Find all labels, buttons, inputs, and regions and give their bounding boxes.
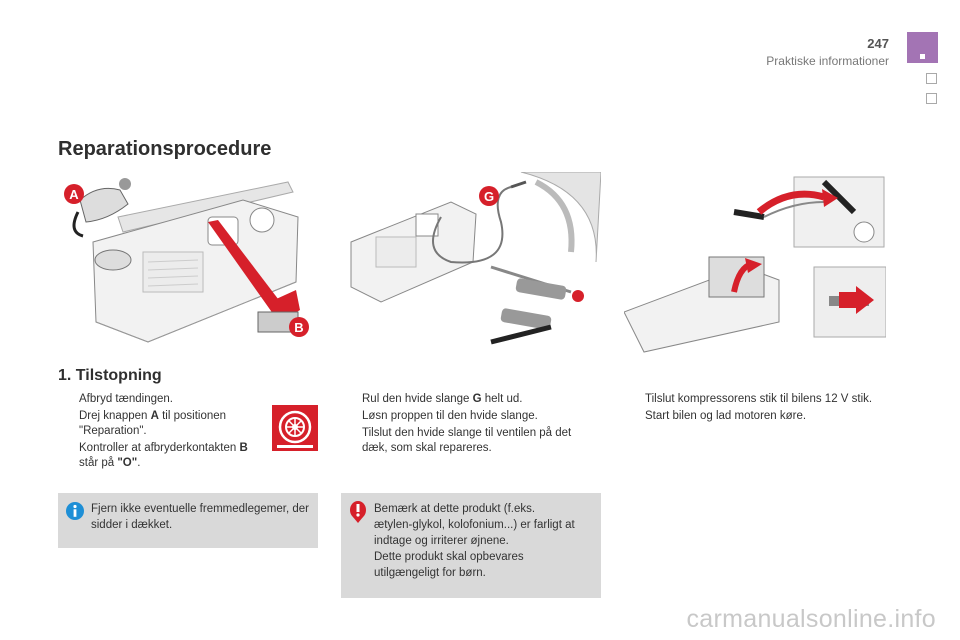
illustration-hose-tyre — [341, 172, 601, 354]
steps-column-1 — [60, 392, 270, 473]
warning-line: ætylen-glykol, kolofonium...) er farligt at — [374, 519, 575, 531]
step-text-bold: G — [472, 393, 482, 405]
step-text-part: Afbryd tændingen. — [79, 393, 173, 405]
list-item — [343, 392, 598, 407]
illustration-compressor-knob-switch — [58, 172, 318, 354]
step-text-part: Løsn proppen til den hvide slange. — [362, 410, 538, 422]
list-item — [343, 426, 598, 456]
steps-column-2 — [343, 392, 598, 458]
step-text-bold: B — [239, 442, 248, 454]
section-tab[interactable] — [926, 93, 937, 104]
section-tab[interactable] — [926, 73, 937, 84]
page-title: Reparationsprocedure — [58, 138, 272, 160]
warning-box — [341, 493, 601, 598]
step-text-bold: A — [150, 410, 159, 422]
section-title: Praktiske informationer — [766, 54, 889, 68]
warning-line: Bemærk at dette produkt (f.eks. — [374, 503, 536, 515]
svg-text:B: B — [294, 320, 304, 335]
tab-dot — [920, 54, 925, 59]
info-box — [58, 493, 318, 548]
info-text: Fjern ikke eventuelle fremmedlegemer, der sidder i dækket. — [91, 503, 309, 531]
step-text-part: Drej knappen — [79, 410, 151, 422]
svg-text:G: G — [483, 189, 495, 204]
step-text-part: står på — [79, 457, 118, 469]
warning-icon — [349, 501, 367, 523]
list-item — [343, 409, 598, 424]
callout-a — [64, 184, 84, 204]
svg-text:A: A — [69, 187, 79, 202]
step-text-bold: "O" — [117, 457, 138, 469]
step-text-part: . — [137, 457, 141, 469]
section-subtitle: 1. Tilstopning — [58, 367, 162, 384]
list-item — [60, 409, 270, 439]
illustration-12v-plug-ignition — [624, 172, 886, 354]
step-text-part: Rul den hvide slange — [362, 393, 473, 405]
page-number: 247 — [867, 36, 889, 51]
callout-b — [289, 317, 309, 337]
warning-text — [374, 501, 599, 581]
list-item — [60, 392, 270, 407]
list-item — [626, 409, 876, 424]
list-item — [626, 392, 876, 407]
step-text-part: Tilslut kompressorens stik til bilens 12 V stik. — [645, 393, 873, 405]
warning-line: Dette produkt skal opbevares — [374, 551, 524, 563]
step-text-part: Start bilen og lad motoren køre. — [645, 410, 807, 422]
step-text-part: til positionen "Reparation". — [79, 410, 227, 437]
warning-line: utilgængeligt for børn. — [374, 567, 486, 579]
steps-column-3 — [626, 392, 876, 426]
warning-line: indtage og irriterer øjnene. — [374, 535, 509, 547]
tire-repair-icon — [271, 404, 319, 452]
section-tab-active[interactable] — [907, 32, 938, 63]
info-icon — [65, 501, 85, 521]
step-text-part: helt ud. — [481, 393, 523, 405]
callout-g — [479, 186, 499, 206]
step-text-part: Tilslut den hvide slange til ventilen på det dæk, som skal repareres. — [362, 427, 572, 454]
watermark: carmanualsonline.info — [686, 605, 936, 633]
list-item — [60, 441, 270, 471]
step-text-part: Kontroller at afbryderkontakten — [79, 442, 240, 454]
